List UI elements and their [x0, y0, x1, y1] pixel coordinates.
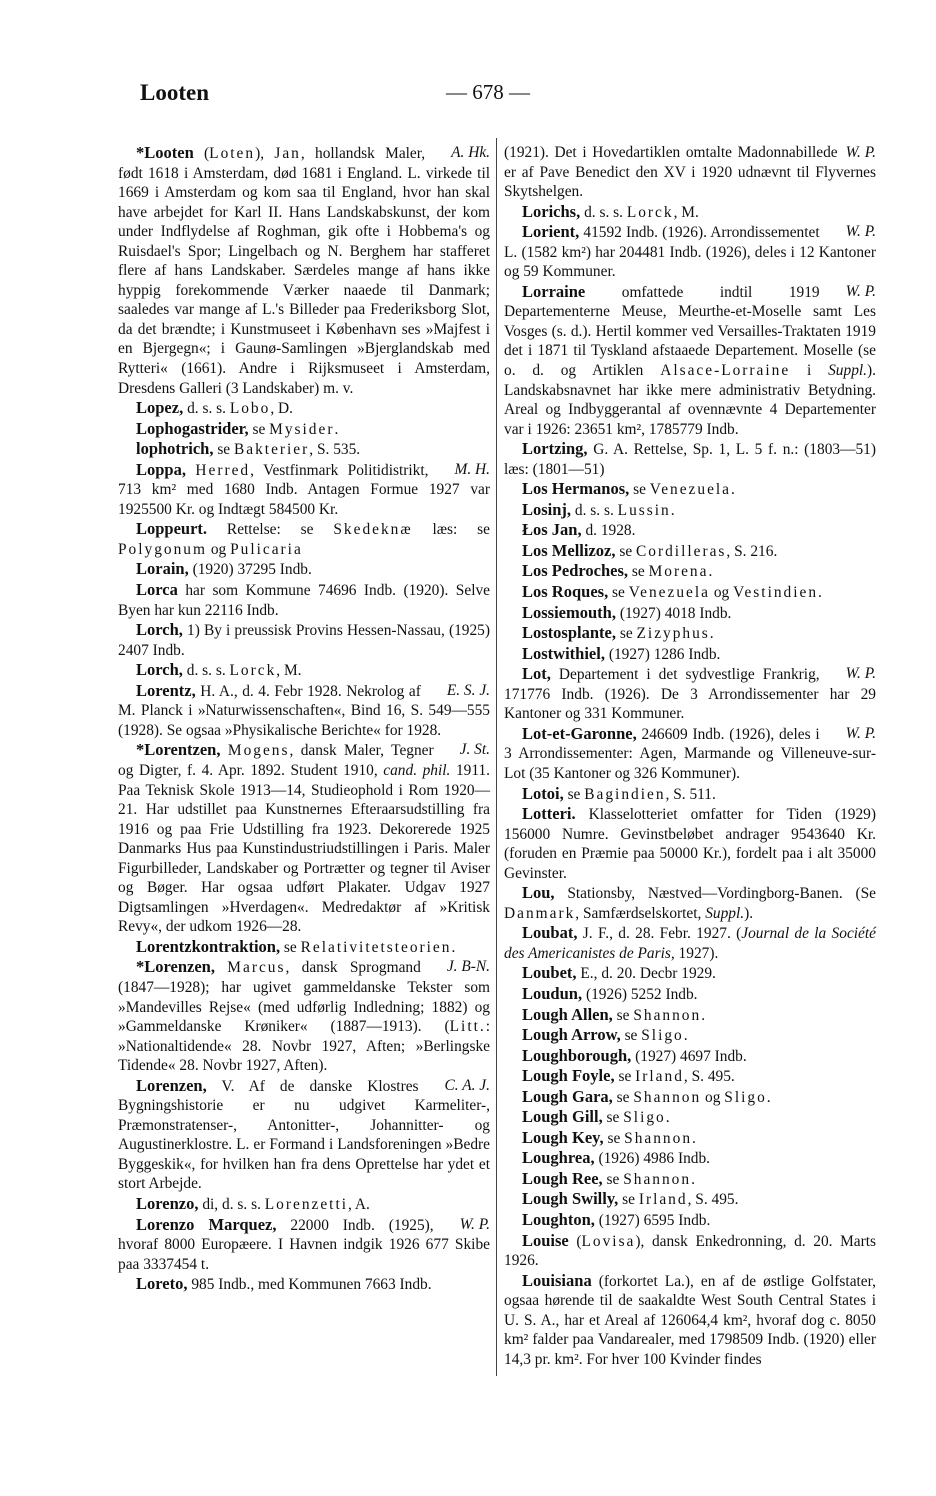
dictionary-entry — [504, 582, 876, 603]
dictionary-entry — [504, 883, 876, 923]
entry-text: ), dansk Enkedronning, d. 20. Marts 1926. — [504, 1232, 876, 1270]
dictionary-entry — [504, 984, 876, 1005]
entry-text: . — [818, 584, 822, 602]
entry-headword: lophotrich, — [136, 439, 214, 459]
entry-text: (1920) 37295 Indb. — [188, 561, 312, 579]
spaced-reference: Relativitetsteorien — [300, 938, 452, 956]
spaced-reference: Mysider — [269, 420, 335, 438]
dictionary-entry — [504, 1148, 876, 1169]
entry-text: Klasselotteriet omfatter for Tiden (1929) 156000 Numre. Gevinstbeløbet andrager 9543640 Kr. (foruden en Præmie paa 50000 Kr.), fordelt paa i alt 35000 Gevinster. — [504, 806, 876, 882]
entry-headword: Loudun, — [522, 983, 583, 1003]
entry-text: se — [213, 441, 234, 459]
dictionary-entry — [118, 143, 490, 398]
entry-headword: Loubat, — [522, 923, 578, 943]
entry-text: , M. — [276, 662, 302, 680]
dictionary-entry — [118, 1274, 490, 1295]
entry-headword: Losinj, — [522, 499, 572, 519]
dictionary-entry — [504, 923, 876, 963]
entry-text: se — [608, 584, 629, 602]
entry-text: , D. — [270, 400, 293, 418]
spaced-reference: Lorck — [229, 662, 277, 680]
entry-headword: Los Mellizoz, — [522, 540, 616, 560]
entry-text: i — [790, 362, 829, 380]
entry-text: (1927) 4018 Indb. — [615, 604, 732, 622]
dictionary-entry — [504, 282, 876, 439]
entry-signature: W. P. — [845, 144, 876, 161]
entry-headword: Lough Key, — [522, 1127, 604, 1147]
entry-text: , Samfærdselskortet, — [575, 904, 706, 922]
dictionary-entry — [118, 398, 490, 419]
spaced-reference: Lovisa — [581, 1232, 636, 1250]
entry-text: , S. 495. — [687, 1191, 739, 1209]
entry-headword: Loppa, — [136, 459, 186, 479]
dictionary-entry — [504, 439, 876, 479]
entry-text: se — [615, 625, 637, 643]
entry-text: , dansk Sprogmand (1847—1928); har ugivet gammeldanske Tekster som »Mandevilles Rejse« (med udførlig Indledning; 1882) og »Gammeldanske Krøniker« (1887—1913). ( — [118, 959, 490, 1036]
entry-text: H. A., d. 4. Febr 1928. Nekrolog af M. Planck i »Naturwissenschaften«, Bind 16, S. 549—555 (1928). Se ogsaa »Physikalische Berichte« for 1928. — [118, 682, 490, 739]
entry-headword: Lossiemouth, — [522, 602, 616, 622]
dictionary-entry — [504, 1169, 876, 1190]
entry-text: d. s. s. — [571, 501, 618, 519]
italic-text: cand. phil. — [383, 761, 451, 779]
spaced-reference: Lobo — [229, 400, 271, 418]
spaced-reference: Polygonum — [118, 540, 207, 558]
entry-text: . — [708, 563, 713, 581]
entry-headword: Lough Foyle, — [522, 1066, 615, 1086]
entry-headword: Lorentz, — [136, 680, 196, 700]
spaced-reference: Shannon — [633, 1088, 702, 1106]
entry-signature: J. St. — [459, 741, 490, 759]
entry-text: , dansk Maler, Tegner og Digter, f. 4. Apr. 1892. Student 1910, — [118, 742, 434, 779]
entry-headword: Loubet, — [522, 963, 577, 983]
entry-text: , hollandsk Maler, født 1618 i Amsterdam, død 1681 i England. L. virkede til 1669 i Amsterdam og kom saa til England, hvor han skal have arbejdet for Karl II. Hans Landskabskunst, der kom under Indflydelse af Roghman, gik ofte i Hobbema's og Ruisdael's Spor; Lingelbach og N. Berghem har stafferet flere af hans Landskaber. Særdeles mange af hans ikke hyppig forekommende Værker naaede til Danmark; saaledes var mange af L.'s Billeder paa Frederiksborg Slot, da det brændte; i Kunstmuseet i København ses »Majfest i en Bjergegn«; i Gaunø-Samlingen »Bjerglandskab med Rytteri« (1661). Andre i Rijksmuseet i Amsterdam, Dresdens Galleri (3 Landskaber) m. v. — [118, 145, 490, 397]
entry-headword: *Lorenzen, — [136, 957, 215, 977]
spaced-reference: Cordilleras — [636, 542, 727, 560]
page-number: — 678 — — [446, 80, 530, 104]
entry-text: . — [334, 420, 339, 438]
entry-headword: Lough Gill, — [522, 1107, 603, 1127]
entry-text: se — [602, 1170, 624, 1188]
spaced-reference: Shannon — [624, 1129, 693, 1147]
entry-headword: Lot-et-Garonne, — [522, 723, 637, 743]
entry-text: 41592 Indb. (1926). Arrondissementet L. (1582 km²) har 204481 Indb. (1926), deles i 12 Kantoner og 59 Kommuner. — [504, 224, 876, 281]
entry-text: se — [614, 1068, 636, 1086]
entry-headword: Lorch, — [136, 620, 183, 640]
right-column — [504, 143, 876, 1369]
entry-text: (1926) 5252 Indb. — [582, 985, 698, 1003]
entry-text: (forkortet La.), en af de østlige Golfstater, ogsaa hørende til de saakaldte West South Central States i U. S. A., har et Areal af 126064,4 km², hvoraf dog c. 8050 km² falder paa Vandarealer, med 1798509 Indb. (1920) eller 14,3 pr. km². For hver 100 Kvinder findes — [504, 1272, 876, 1368]
spaced-reference: Skedeknæ — [333, 521, 413, 539]
dictionary-entry — [118, 439, 490, 460]
spaced-reference: Shannon — [633, 1006, 702, 1024]
dictionary-entry — [504, 479, 876, 500]
dictionary-entry — [118, 1194, 490, 1215]
entry-headword: Lough Gara, — [522, 1086, 613, 1106]
entry-headword: Lough Arrow, — [522, 1025, 621, 1045]
entry-headword: Łos Jan, — [522, 520, 582, 540]
entry-text: 1911. Paa Teknisk Skole 1913—14, Studieophold i Rom 1920—21. Har udstillet paa Kunstnernes Efteraarsudstilling fra 1916 og paa Frie Udstilling fra 1923. Dekorerede 1925 Danmarks Hus paa Kunstindustriudstillingen i Paris. Maler Figurbilleder, Landskaber og Portrætter og tegner til Aviser og Bøger. Har ogsaa udført Plakater. Udgav 1927 Digtsamlingen »Hverdagen«. Medredaktør af »Kritisk Revy«, der udkom 1926—28. — [118, 761, 491, 936]
dictionary-entry — [504, 1046, 876, 1067]
spaced-reference: Loten — [209, 145, 256, 162]
spaced-reference: Lussin — [617, 501, 671, 519]
entry-text — [215, 959, 227, 976]
dictionary-entry — [504, 603, 876, 624]
entry-text: G. A. Rettelse, Sp. 1, L. 5 f. n.: (1803—51) læs: (1801—51) — [504, 441, 876, 478]
dictionary-entry — [504, 541, 876, 562]
entry-text: , A. — [348, 1195, 370, 1213]
dictionary-entry — [504, 1025, 876, 1046]
entry-headword: Los Hermanos, — [522, 479, 630, 499]
entry-text: . — [691, 1170, 695, 1188]
spaced-reference: Alsace-Lorraine — [660, 362, 791, 380]
entry-text: Stationsby, Næstved—Vordingborg-Banen. (Se — [554, 885, 876, 903]
entry-headword: Lorentzkontraktion, — [136, 936, 281, 956]
entry-headword: Louise — [522, 1230, 569, 1250]
entry-headword: Lophogastrider, — [136, 418, 249, 438]
spaced-reference: Sligo — [641, 1027, 684, 1045]
entry-text: . — [670, 501, 675, 519]
entry-headword: Lot, — [522, 664, 551, 684]
entry-text: . — [709, 625, 714, 643]
spaced-reference: Marcus — [227, 959, 286, 977]
entry-text: Rettelse: se — [207, 521, 334, 539]
dictionary-entry — [504, 1189, 876, 1210]
dictionary-entry — [504, 561, 876, 582]
entry-headword: Louisiana — [522, 1270, 592, 1290]
entry-text: (1921). Det i Hovedartiklen omtalte Madonnabillede er af Pave Benedict den XV i 1920 udnævnt til Flyvernes Skytshelgen. — [504, 144, 876, 201]
dictionary-entry — [118, 419, 490, 440]
entry-headword: Lortzing, — [522, 439, 588, 459]
entry-text: di, d. s. s. — [198, 1195, 265, 1213]
entry-text: . — [665, 1109, 670, 1127]
entry-text: d. s. s. — [182, 662, 230, 680]
entry-text: d. s. s. — [183, 400, 230, 418]
dictionary-entry — [504, 1231, 876, 1271]
entry-headword: Lostosplante, — [522, 623, 616, 643]
entry-signature: W. P. — [845, 665, 876, 683]
dictionary-entry — [504, 804, 876, 883]
dictionary-entry — [504, 143, 876, 202]
entry-text: se — [612, 1006, 634, 1024]
dictionary-entry — [504, 664, 876, 724]
dictionary-entry — [118, 460, 490, 520]
dictionary-entry — [504, 1066, 876, 1087]
entry-signature: W. P. — [845, 223, 876, 241]
entry-headword: Lou, — [522, 883, 555, 903]
entry-text: , M. — [673, 203, 699, 221]
dictionary-entry — [118, 1215, 490, 1275]
entry-text: 985 Indb., med Kommunen 7663 Indb. — [187, 1276, 432, 1294]
entry-signature: W. P. — [845, 724, 876, 742]
entry-text: E., d. 20. Decbr 1929. — [576, 965, 716, 983]
spaced-reference: Irland — [635, 1068, 684, 1086]
spaced-reference: Lorck — [626, 203, 674, 221]
spaced-reference: Vestindien — [733, 584, 819, 602]
entry-text: J. F., d. 28. Febr. 1927. ( — [577, 925, 742, 943]
entry-text: se — [628, 563, 649, 581]
entry-text: se — [612, 1088, 634, 1106]
spaced-reference: Shannon — [623, 1170, 692, 1188]
entry-text: 1927). — [674, 944, 719, 962]
entry-headword: *Looten — [136, 143, 194, 162]
entry-text: og — [206, 540, 231, 558]
dictionary-entry — [504, 202, 876, 223]
entry-text: 246609 Indb. (1926), deles i 3 Arrondissementer: Agen, Marmande og Villeneuve-sur-Lot (35 Kantoner og 326 Kommuner). — [504, 725, 876, 782]
dictionary-entry — [504, 963, 876, 984]
entry-text — [186, 462, 195, 479]
dictionary-entry — [504, 644, 876, 665]
entry-signature: M. H. — [454, 460, 490, 478]
dictionary-entry — [504, 520, 876, 541]
dictionary-entry — [118, 519, 490, 559]
dictionary-entry — [118, 937, 490, 958]
entry-text: ( — [193, 145, 210, 162]
entry-text: . — [683, 1027, 688, 1045]
spaced-reference: Pulicaria — [230, 540, 303, 558]
entry-text: se — [602, 1109, 624, 1127]
dictionary-entry — [118, 740, 490, 936]
entry-text: . — [692, 1129, 696, 1147]
spaced-reference: Bakterier — [234, 441, 310, 459]
spaced-reference: Venezuela — [649, 481, 732, 499]
entry-headword: Lorain, — [136, 559, 189, 579]
entry-headword: *Lorentzen, — [136, 740, 221, 760]
column-divider — [496, 138, 497, 1376]
spaced-reference: Irland — [638, 1191, 688, 1209]
entry-signature: W. P. — [459, 1215, 490, 1233]
italic-text: Journal de la Société des Americanistes de Paris, — [504, 925, 876, 962]
dictionary-entry — [504, 623, 876, 644]
entry-headword: Lorient, — [522, 222, 580, 242]
dictionary-entry — [504, 1005, 876, 1026]
entry-text: 22000 Indb. (1925), hvoraf 8000 Europæere. I Havnen indgik 1926 677 Skibe paa 3337454 t. — [118, 1216, 490, 1273]
entry-text: V. Af de danske Klostres Bygningshistorie er nu udgivet Karmeliter-, Præmonstratenser-, Antonitter-, Johannitter- og Augustinerklostre. L. er Formand i Landsforeningen »Bedre Byggeskik«, for hvilken han fra dens Oprettelse har ydet et stort Arbejde. — [118, 1077, 490, 1193]
running-head: Looten — [140, 80, 209, 105]
spaced-reference: Bagindien — [584, 785, 666, 803]
spaced-reference: Lorenzetti — [264, 1195, 349, 1213]
dictionary-entry — [118, 620, 490, 660]
entry-headword: Loppeurt. — [136, 519, 208, 539]
entry-headword: Loreto, — [136, 1274, 188, 1294]
spaced-reference: Litt. — [449, 1018, 486, 1036]
spaced-reference: Mogens — [227, 742, 290, 760]
entry-headword: Loughrea, — [522, 1148, 595, 1168]
dictionary-entry — [504, 784, 876, 805]
entry-headword: Lorca — [136, 580, 178, 600]
entry-text: , S. 216. — [726, 542, 778, 560]
spaced-reference: Sligo — [623, 1109, 666, 1127]
dictionary-entry — [504, 1271, 876, 1370]
entry-text: (1927) 4697 Indb. — [631, 1047, 747, 1065]
entry-text: ( — [568, 1232, 582, 1250]
entry-headword: Lough Swilly, — [522, 1189, 619, 1209]
entry-headword: Los Pedroches, — [522, 561, 629, 581]
entry-text: ), — [255, 145, 275, 162]
entry-text: læs: se — [412, 521, 491, 539]
entry-headword: Lough Ree, — [522, 1168, 603, 1188]
dictionary-entry — [504, 724, 876, 784]
spaced-reference: Morena — [648, 563, 709, 581]
entry-signature: J. B-N. — [446, 958, 490, 976]
entry-text: d. s. s. — [580, 203, 627, 221]
entry-text — [220, 742, 227, 759]
entry-text: se — [615, 542, 637, 560]
dictionary-entry — [504, 1128, 876, 1149]
entry-signature: W. P. — [845, 282, 876, 300]
entry-text: 1) By i preussisk Provins Hessen-Nassau, (1925) 2407 Indb. — [118, 622, 490, 659]
spaced-reference: Jan — [274, 145, 301, 162]
dictionary-entry — [504, 500, 876, 521]
entry-text: se — [248, 420, 270, 438]
entry-headword: Lostwithiel, — [522, 643, 605, 663]
entry-text: . — [701, 1006, 706, 1024]
dictionary-entry — [118, 681, 490, 741]
entry-text: se — [618, 1191, 639, 1209]
entry-text: se — [629, 481, 650, 499]
entry-text: (1926) 4986 Indb. — [594, 1150, 711, 1168]
italic-text: Suppl. — [828, 362, 868, 380]
entry-text: . — [731, 481, 735, 499]
entry-text: se — [620, 1027, 642, 1045]
entry-text: , S. 511. — [665, 785, 716, 803]
entry-text: se — [280, 938, 301, 956]
entry-text: se — [603, 1129, 625, 1147]
dictionary-entry — [118, 957, 490, 1075]
entry-text: (1927) 6595 Indb. — [594, 1211, 711, 1229]
entry-headword: Lotteri. — [522, 804, 576, 824]
spaced-reference: Zizyphus — [636, 625, 710, 643]
entry-text: (1927) 1286 Indb. — [604, 645, 721, 663]
dictionary-entry — [504, 1210, 876, 1231]
entry-headword: Lorraine — [522, 281, 586, 301]
entry-headword: Lopez, — [136, 398, 184, 418]
dictionary-entry — [118, 559, 490, 580]
entry-text: : »Nationaltidende« 28. Novbr 1927, Aften; »Berlingske Tidende« 28. Novbr 1927, Aften). — [118, 1018, 490, 1075]
dictionary-entry — [118, 1076, 490, 1194]
entry-text: ). — [744, 904, 754, 922]
entry-text: har som Kommune 74696 Indb. (1920). Selve Byen har kun 22116 Indb. — [118, 582, 490, 619]
entry-text: Departement i det sydvestlige Frankrig, 171776 Indb. (1926). De 3 Arrondissementer har 29 Kantoner og 331 Kommuner. — [504, 666, 876, 723]
entry-text: ). Landskabsnavnet har ikke mere administrativ Betydning. Areal og Indbyggerantal af ovennævnte 4 Departementer var i 1926: 23651 km², 1785779 Indb. — [504, 362, 876, 438]
spaced-reference: Danmark — [504, 904, 576, 922]
entry-headword: Los Roques, — [522, 582, 609, 602]
entry-signature: E. S. J. — [446, 681, 490, 699]
dictionary-entry — [504, 1087, 876, 1108]
entry-text: se — [563, 785, 585, 803]
entry-headword: Lorch, — [136, 660, 183, 680]
entry-text: d. 1928. — [581, 522, 636, 540]
entry-text: og — [701, 1088, 725, 1106]
entry-text: , S. 495. — [683, 1068, 735, 1086]
entry-headword: Loughton, — [522, 1209, 595, 1229]
entry-text: . — [766, 1088, 771, 1106]
entry-headword: Loughborough, — [522, 1045, 632, 1065]
dictionary-entry — [504, 1107, 876, 1128]
dictionary-entry — [118, 580, 490, 620]
entry-signature: C. A. J. — [444, 1076, 490, 1094]
entry-headword: Lorichs, — [522, 201, 581, 221]
entry-text: og — [709, 584, 734, 602]
entry-text: . — [451, 938, 456, 956]
spaced-reference: Herred — [195, 461, 251, 479]
entry-headword: Lough Allen, — [522, 1004, 613, 1024]
dictionary-entry — [504, 222, 876, 282]
italic-text: Suppl. — [705, 904, 745, 922]
entry-headword: Lorenzen, — [136, 1075, 207, 1095]
entry-text: , Vestfinmark Politidistrikt, 713 km² med 1680 Indb. Antagen Formue 1927 var 1925500 Kr. og Indtægt 584500 Kr. — [118, 461, 490, 518]
left-column — [118, 143, 490, 1295]
entry-headword: Lorenzo Marquez, — [136, 1214, 277, 1234]
entry-headword: Lotoi, — [522, 783, 564, 803]
entry-signature: A. Hk. — [451, 144, 490, 161]
entry-headword: Lorenzo, — [136, 1193, 199, 1213]
spaced-reference: Sligo — [724, 1088, 767, 1106]
entry-text: , S. 535. — [309, 441, 361, 459]
spaced-reference: Venezuela — [628, 584, 710, 602]
dictionary-entry — [118, 660, 490, 681]
entry-text: omfattede indtil 1919 Departementerne Meuse, Meurthe-et-Moselle samt Les Vosges (s. d.). Hertil kommer ved Versailles-Traktaten 1919 det i 1871 til Tyskland afstaaede Departement. Moselle (se o. d. og Artiklen — [504, 283, 876, 380]
